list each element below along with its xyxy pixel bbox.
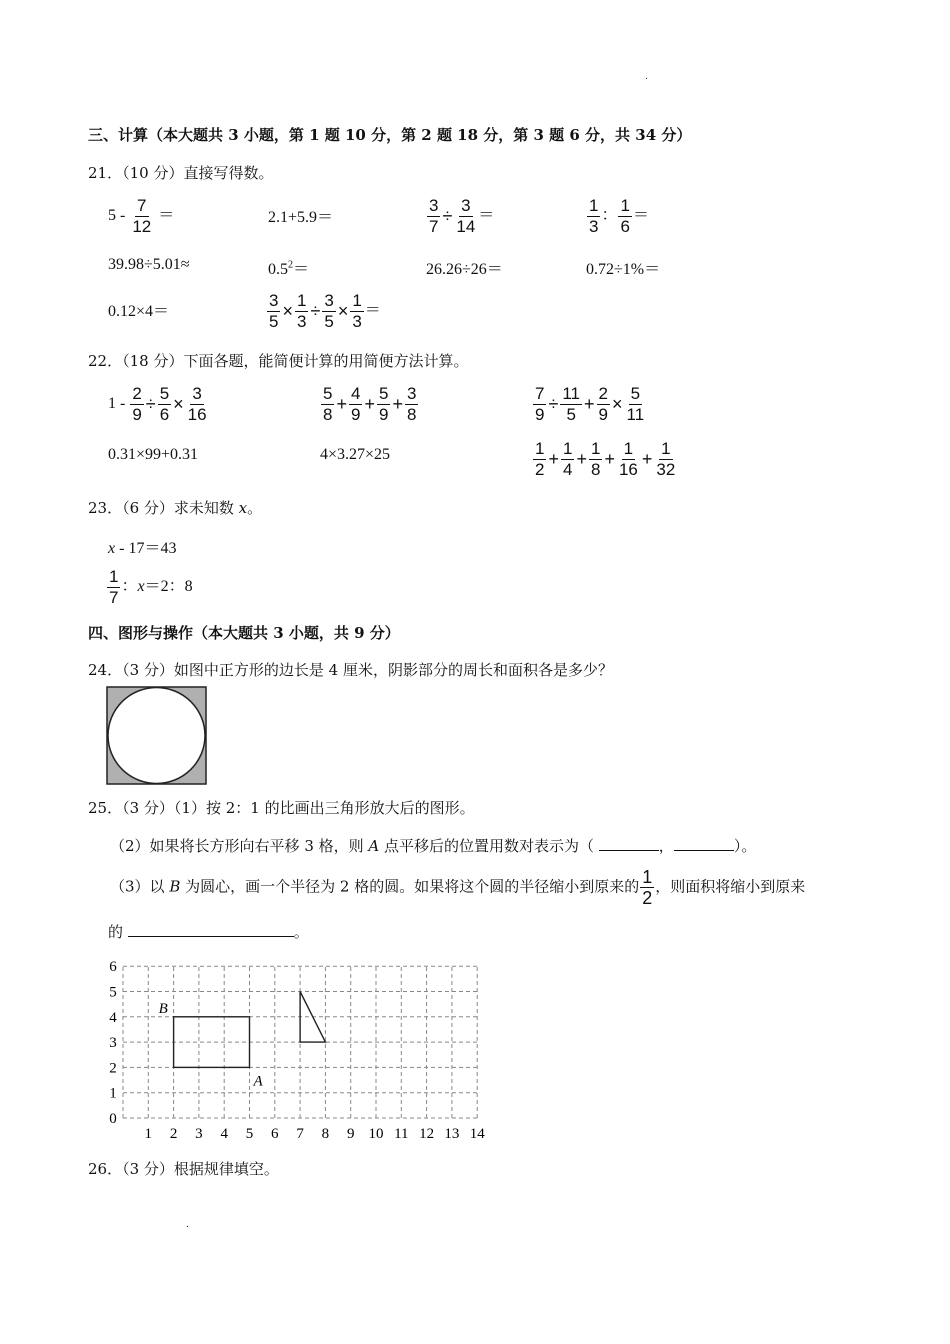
q21-item-i: 0.12×4＝ — [108, 303, 170, 320]
question-25-label: 25．（3 分）（1）按 2：1 的比画出三角形放大后的图形。 — [88, 799, 475, 817]
q21-item-f: $0.5^2=$ — [268, 259, 310, 278]
question-23-label: 23．（6 分）求未知数 x。 — [88, 499, 263, 517]
fraction: $\frac{7}{12}$ — [132, 196, 152, 236]
q23-equation-1: x - 17＝43 — [108, 540, 177, 557]
x-axis-tick-label: 14 — [469, 1126, 485, 1142]
x-axis-tick-label: 13 — [444, 1126, 460, 1142]
q21-item-b: 2.1+5.9＝ — [268, 209, 334, 226]
q21-item-h: 0.72÷1%＝ — [586, 261, 661, 278]
section-3-title: 三、计算（本大题共 3 小题，第 1 题 10 分，第 2 题 18 分，第 3 题 6 分，共 34 分） — [88, 126, 692, 144]
x-axis-tick-label: 4 — [220, 1126, 228, 1142]
x-axis-tick-label: 12 — [419, 1126, 435, 1142]
header-dot: . — [645, 72, 648, 82]
y-axis-tick-label: 6 — [109, 959, 117, 976]
q22-expr-3: $\frac{7}{9}$ ÷ $\frac{11}{5}$ + $\frac{2}{9}$ × $\frac{5}{11}$ — [535, 384, 645, 424]
footer-dot: . — [186, 1220, 189, 1230]
q21-item-j: $\frac{3}{5}$ × $\frac{1}{3}$ ÷ $\frac{3}{5}$ × $\frac{1}{3}$ ＝ — [269, 291, 381, 331]
point-b-label: B — [158, 1000, 168, 1017]
x-axis-tick-label: 3 — [195, 1126, 203, 1142]
y-axis-tick-label: 1 — [109, 1085, 117, 1102]
y-axis-tick-label: 5 — [109, 984, 117, 1001]
question-26-label: 26．（3 分）根据规律填空。 — [88, 1160, 279, 1178]
x-axis-tick-label: 11 — [394, 1126, 409, 1142]
y-axis-tick-label: 3 — [109, 1035, 117, 1052]
x-axis-tick-label: 8 — [321, 1126, 330, 1142]
q21-item-d: $\frac{1}{3}$ ： $\frac{1}{6}$ ＝ — [589, 196, 649, 236]
answer-blank[interactable] — [128, 920, 294, 937]
x-axis-tick-label: 9 — [346, 1126, 355, 1142]
q21-item-a: 5 - $\frac{7}{12}$ ＝ — [108, 196, 175, 236]
q22-expr-2: $\frac{5}{8}$ + $\frac{4}{9}$ + $\frac{5}{9}$ + $\frac{3}{8}$ — [323, 384, 417, 424]
x-axis-tick-label: 7 — [296, 1126, 304, 1142]
answer-blank[interactable] — [599, 834, 659, 851]
q21-item-c: $\frac{3}{7}$ ÷ $\frac{3}{14}$ ＝ — [429, 196, 495, 236]
q22-expr-1: 1 - $\frac{2}{9}$ ÷ $\frac{5}{6}$ × $\frac{3}{16}$ — [108, 384, 207, 424]
x-axis-tick-label: 2 — [169, 1126, 178, 1142]
section-4-title: 四、图形与操作（本大题共 3 小题，共 9 分） — [88, 624, 400, 642]
point-a-label: A — [253, 1073, 263, 1090]
question-22-label: 22．（18 分）下面各题，能简便计算的用简便方法计算。 — [88, 352, 469, 370]
question-21-label: 21．（10 分）直接写得数。 — [88, 164, 274, 182]
x-axis-tick-label: 5 — [245, 1126, 254, 1142]
q22-expr-6: $\frac{1}{2}$ + $\frac{1}{4}$ + $\frac{1}{8}$ + $\frac{1}{16}$ + $\frac{1}{32}$ — [535, 439, 676, 479]
y-axis-tick-label: 0 — [109, 1111, 117, 1127]
q21-item-g: 26.26÷26＝ — [426, 261, 503, 278]
square-circle-figure — [106, 686, 208, 786]
x-axis-tick-label: 6 — [271, 1126, 279, 1142]
inscribed-circle — [108, 688, 205, 784]
q23-equation-2: $\frac{1}{7}$ ：x＝2：8 — [109, 567, 193, 607]
coordinate-grid — [100, 950, 500, 1150]
question-24-label: 24．（3 分）如图中正方形的边长是 4 厘米，阴影部分的周长和面积各是多少？ — [88, 661, 613, 679]
answer-blank[interactable] — [674, 834, 734, 851]
q21-item-e: 39.98÷5.01≈ — [108, 256, 190, 273]
x-axis-tick-label: 1 — [144, 1126, 153, 1142]
q25-part-3: （3）以 B 为圆心，画一个半径为 2 格的圆。如果将这个圆的半径缩小到原来的 $\frac{1}{2}$ ，则面积将缩小到原来 — [110, 867, 806, 908]
q22-expr-4: 0.31×99+0.31 — [108, 446, 199, 463]
q22-expr-5: 4×3.27×25 — [320, 446, 391, 463]
x-axis-tick-label: 10 — [368, 1126, 384, 1142]
y-axis-tick-label: 4 — [109, 1009, 117, 1026]
q25-part-2: （2）如果将长方形向右平移 3 格，则 A 点平移后的位置用数对表示为（ ， ）。 — [110, 834, 756, 856]
y-axis-tick-label: 2 — [109, 1060, 117, 1077]
q25-part-3-cont: 的 。 — [108, 920, 309, 942]
